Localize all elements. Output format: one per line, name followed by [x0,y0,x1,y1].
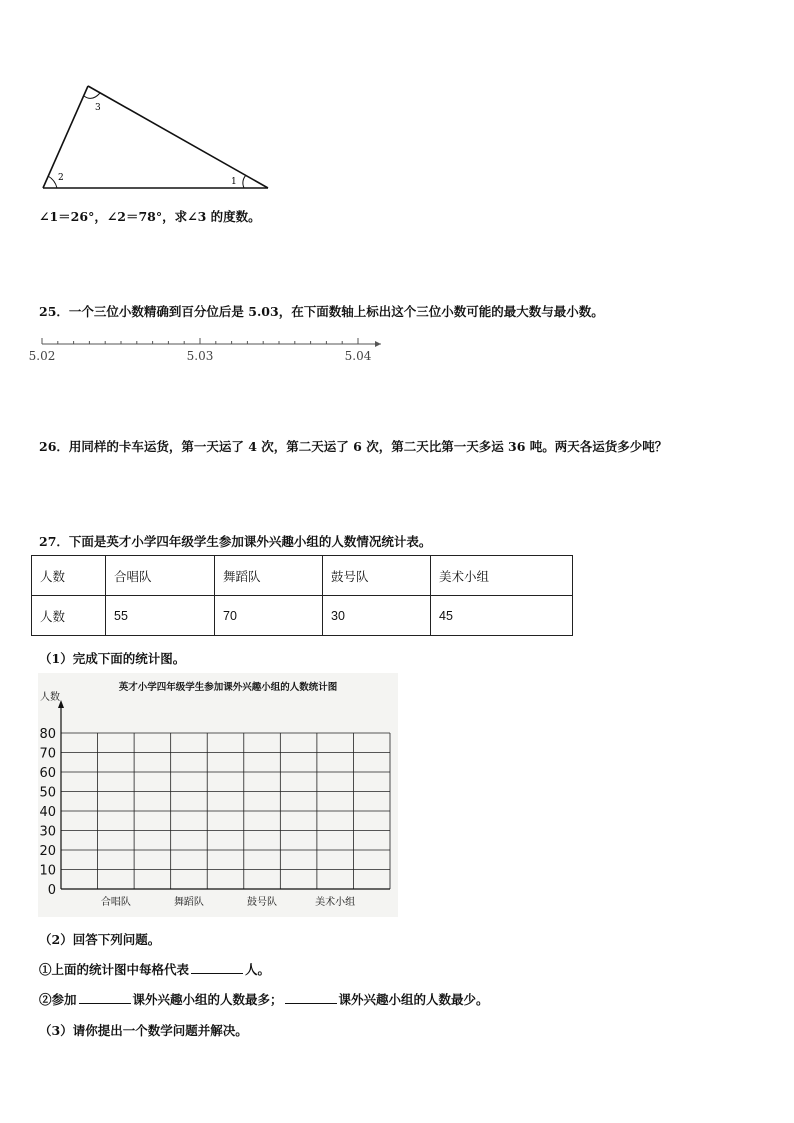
table-cell: 30 [323,596,431,636]
sub-question-2-c: 课外兴趣小组的人数最少。 [338,992,489,1007]
chart-x-tick-label: 合唱队 [100,897,131,908]
triangle-question: ∠1＝26°，∠2＝78°，求∠3 的度数。 [39,209,261,224]
chart-x-tick-label: 鼓号队 [247,897,278,908]
part-1-label: （1）完成下面的统计图。 [39,651,186,666]
table-cell: 45 [431,596,573,636]
part-3-label: （3）请你提出一个数学问题并解决。 [39,1023,248,1038]
chart-y-tick-label: 10 [39,863,56,879]
answer-blank[interactable] [191,961,243,974]
chart-y-tick-label: 60 [39,766,56,781]
table-cell: 人数 [32,596,106,636]
sub-question-1 [39,960,270,978]
sub-question-2-b: 课外兴趣小组的人数最多； [132,992,283,1007]
angle-arc-2 [48,176,57,188]
sub-question-2 [39,990,489,1008]
table-cell: 55 [106,596,215,636]
chart-x-tick-label: 舞蹈队 [173,897,204,908]
triangle-side-right [88,86,268,188]
chart-y-tick-label: 50 [39,785,56,801]
bar-chart-svg [38,673,398,917]
table-cell: 美术小组 [431,556,573,596]
chart-y-tick-label: 40 [39,805,56,820]
number-line [28,336,386,366]
question-25: 25．一个三位小数精确到百分位后是 5.03，在下面数轴上标出这个三位小数可能的最大数与最小数。 [39,304,604,319]
bar-chart [38,673,398,917]
chart-y-tick-label: 30 [39,824,56,840]
chart-y-tick-label: 70 [39,746,56,762]
chart-ylabel: 人数 [40,692,60,703]
number-line-arrow [375,341,381,347]
sub-question-2-a: ②参加 [39,992,77,1007]
angle-label-3: 3 [95,103,101,113]
table-row [32,596,573,636]
angle-label-1: 1 [231,177,237,187]
angle-arc-1 [243,175,246,188]
sub-question-1-prefix: ①上面的统计图中每格代表 [39,962,190,977]
angle-arc-3 [84,93,100,98]
chart-x-tick-label: 美术小组 [315,897,356,908]
triangle-figure [38,82,274,194]
chart-title: 英才小学四年级学生参加课外兴趣小组的人数统计图 [118,682,338,693]
stats-table [31,555,573,636]
chart-y-tick-label: 0 [47,883,56,898]
answer-blank[interactable] [79,991,131,1004]
chart-y-tick-label: 80 [39,727,56,742]
question-26: 26．用同样的卡车运货，第一天运了 4 次，第二天运了 6 次，第二天比第一天多运 36 吨。两天各运货多少吨？ [39,439,668,454]
number-line-label: 5.02 [28,349,56,363]
table-cell: 人数 [32,556,106,596]
table-cell: 舞蹈队 [215,556,323,596]
answer-blank[interactable] [285,991,337,1004]
sub-question-1-suffix: 人。 [245,962,271,977]
table-cell: 合唱队 [106,556,215,596]
question-27: 27．下面是英才小学四年级学生参加课外兴趣小组的人数情况统计表。 [39,534,432,549]
angle-label-2: 2 [58,173,64,183]
part-2-label: （2）回答下列问题。 [39,932,161,947]
triangle-side-left [43,86,88,188]
number-line-label: 5.03 [186,349,214,363]
table-header-row [32,556,573,596]
number-line-label: 5.04 [344,349,372,363]
table-cell: 鼓号队 [323,556,431,596]
chart-y-tick-label: 20 [39,844,56,859]
table-cell: 70 [215,596,323,636]
